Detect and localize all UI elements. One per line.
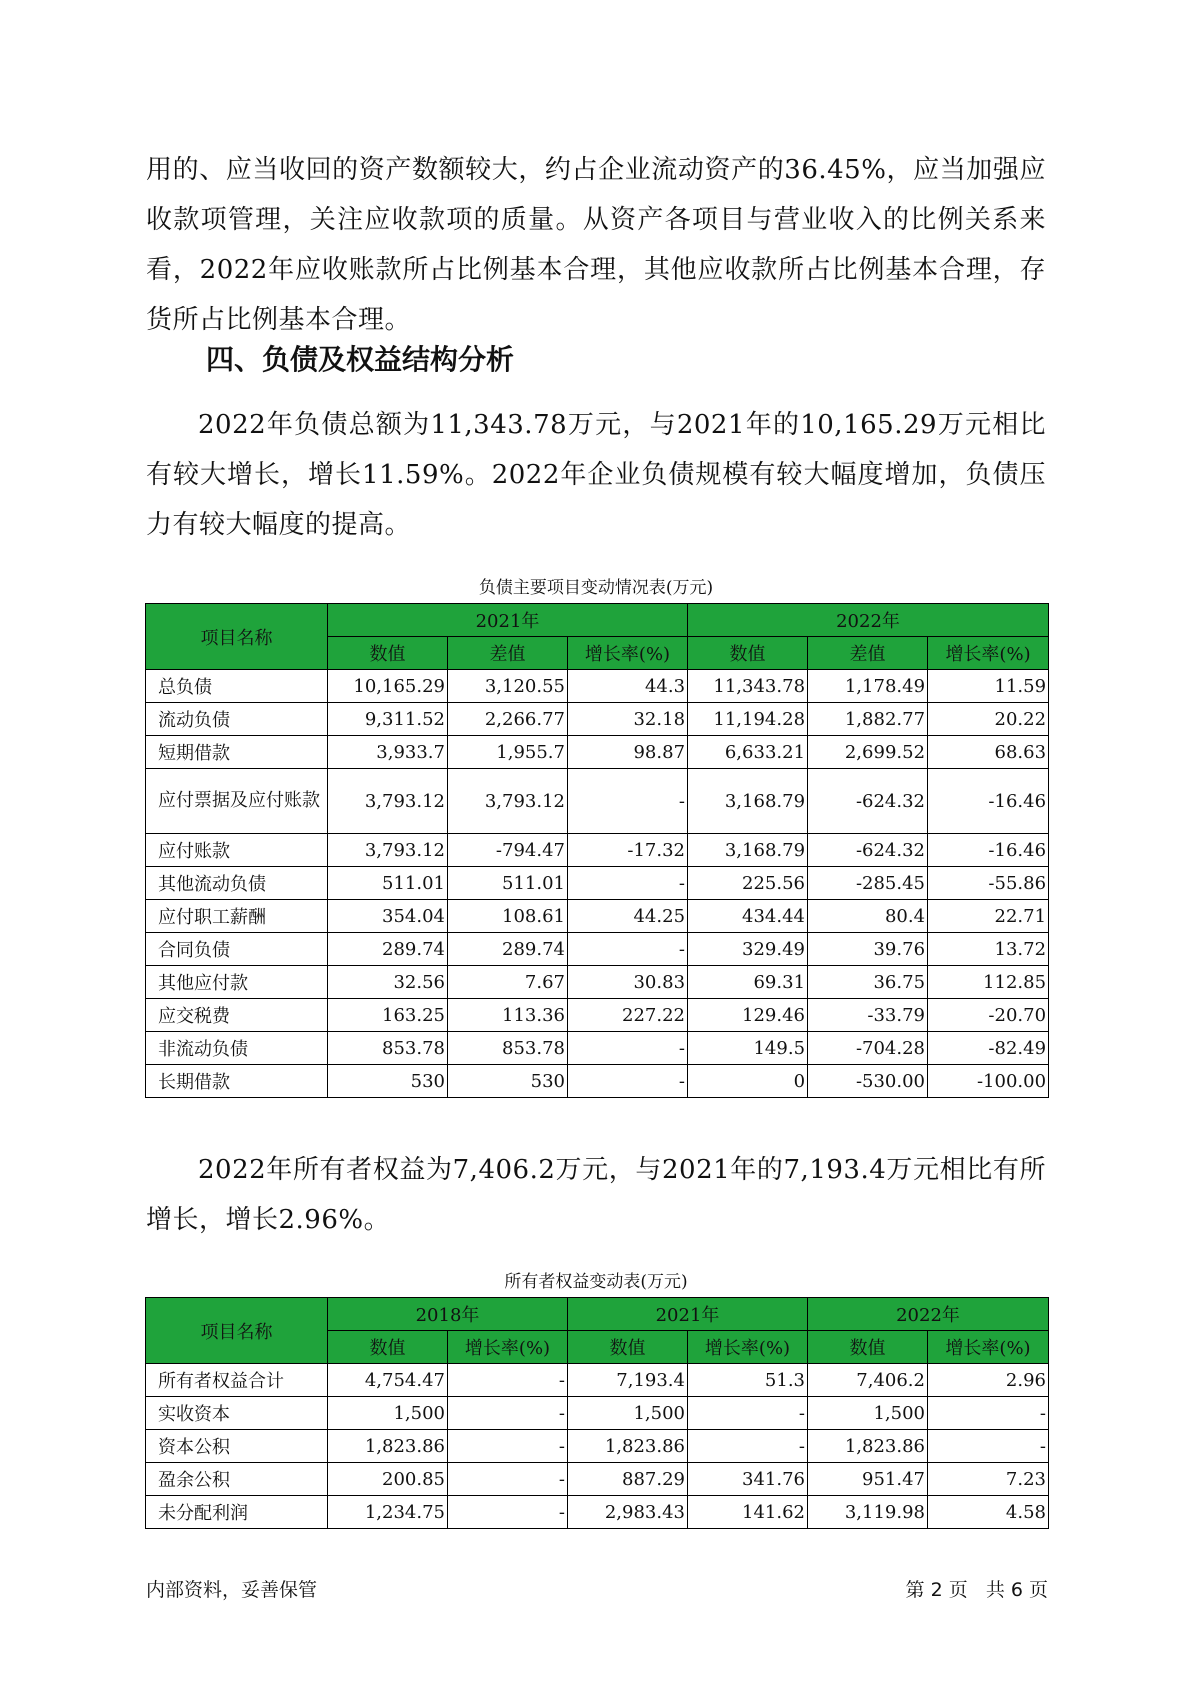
cell: 3,119.98 (808, 1496, 928, 1529)
equity-table-caption: 所有者权益变动表(万元) (504, 1272, 688, 1292)
cell: 30.83 (568, 966, 688, 999)
section-heading: 四、负债及权益结构分析 (206, 343, 515, 376)
table-row (146, 1496, 1049, 1529)
cell: 69.31 (688, 966, 808, 999)
cell: 530 (328, 1065, 448, 1098)
cell: 3,793.12 (328, 834, 448, 867)
cell: 80.4 (808, 900, 928, 933)
liability-table (145, 603, 1049, 1098)
cell: - (568, 769, 688, 834)
cell: -16.46 (928, 834, 1049, 867)
cell: 1,500 (328, 1397, 448, 1430)
cell: 44.3 (568, 670, 688, 703)
row-label: 未分配利润 (146, 1496, 328, 1529)
header-year-2021: 2021年 (568, 1298, 808, 1331)
cell: 227.22 (568, 999, 688, 1032)
table-row (146, 933, 1049, 966)
cell: - (448, 1430, 568, 1463)
cell: 1,823.86 (568, 1430, 688, 1463)
subheader-value: 数值 (328, 1331, 448, 1364)
cell: 3,168.79 (688, 834, 808, 867)
cell: -285.45 (808, 867, 928, 900)
cell: 98.87 (568, 736, 688, 769)
cell: -33.79 (808, 999, 928, 1032)
cell: - (448, 1364, 568, 1397)
header-item-name: 项目名称 (146, 1298, 328, 1364)
cell: -20.70 (928, 999, 1049, 1032)
cell: 44.25 (568, 900, 688, 933)
cell: 2,699.52 (808, 736, 928, 769)
cell: 887.29 (568, 1463, 688, 1496)
row-label: 非流动负债 (146, 1032, 328, 1065)
cell: 36.75 (808, 966, 928, 999)
cell: 39.76 (808, 933, 928, 966)
table-row (146, 867, 1049, 900)
table-row (146, 703, 1049, 736)
row-label: 其他应付款 (146, 966, 328, 999)
cell: - (688, 1397, 808, 1430)
cell: 341.76 (688, 1463, 808, 1496)
table-row (146, 1032, 1049, 1065)
row-label: 实收资本 (146, 1397, 328, 1430)
cell: 434.44 (688, 900, 808, 933)
cell: 1,500 (568, 1397, 688, 1430)
table-row (146, 736, 1049, 769)
table-row (146, 1065, 1049, 1098)
row-label: 短期借款 (146, 736, 328, 769)
cell: 511.01 (328, 867, 448, 900)
cell: 200.85 (328, 1463, 448, 1496)
subheader-growth: 增长率(%) (688, 1331, 808, 1364)
cell: 2,983.43 (568, 1496, 688, 1529)
cell: -704.28 (808, 1032, 928, 1065)
cell: 113.36 (448, 999, 568, 1032)
cell: 0 (688, 1065, 808, 1098)
subheader-diff: 差值 (808, 637, 928, 670)
cell: 11,343.78 (688, 670, 808, 703)
footer-page-number: 第 2 页 共 6 页 (905, 1579, 1048, 1601)
cell: 7.67 (448, 966, 568, 999)
table-row (146, 1397, 1049, 1430)
cell: 3,793.12 (448, 769, 568, 834)
header-year-2018: 2018年 (328, 1298, 568, 1331)
subheader-growth: 增长率(%) (928, 637, 1049, 670)
cell: 13.72 (928, 933, 1049, 966)
header-year-2022: 2022年 (808, 1298, 1049, 1331)
cell: -55.86 (928, 867, 1049, 900)
cell: 289.74 (448, 933, 568, 966)
table-row (146, 834, 1049, 867)
row-label: 长期借款 (146, 1065, 328, 1098)
subheader-diff: 差值 (448, 637, 568, 670)
row-label: 应交税费 (146, 999, 328, 1032)
cell: 163.25 (328, 999, 448, 1032)
cell: - (928, 1397, 1049, 1430)
cell: 108.61 (448, 900, 568, 933)
subheader-value: 数值 (328, 637, 448, 670)
row-label: 盈余公积 (146, 1463, 328, 1496)
cell: -530.00 (808, 1065, 928, 1098)
cell: 3,168.79 (688, 769, 808, 834)
table-row (146, 900, 1049, 933)
header-item-name: 项目名称 (146, 604, 328, 670)
cell: -624.32 (808, 834, 928, 867)
cell: -100.00 (928, 1065, 1049, 1098)
cell: -624.32 (808, 769, 928, 834)
row-label: 其他流动负债 (146, 867, 328, 900)
paragraph-receivables: 用的、应当收回的资产数额较大，约占企业流动资产的36.45%，应当加强应收款项管理，关注应收款项的质量。从资产各项目与营业收入的比例关系来看，2022年应收账款所占比例基本合理，其他应收款所占比例基本合理，存货所占比例基本合理。 (146, 155, 1046, 335)
table-row (146, 769, 1049, 834)
cell: 2,266.77 (448, 703, 568, 736)
cell: 1,955.7 (448, 736, 568, 769)
table-row (146, 1364, 1049, 1397)
row-label: 总负债 (146, 670, 328, 703)
cell: 853.78 (328, 1032, 448, 1065)
cell: - (448, 1496, 568, 1529)
cell: 1,500 (808, 1397, 928, 1430)
cell: - (448, 1397, 568, 1430)
subheader-growth: 增长率(%) (928, 1331, 1049, 1364)
table-row (146, 966, 1049, 999)
row-label: 流动负债 (146, 703, 328, 736)
cell: -16.46 (928, 769, 1049, 834)
table-row (146, 670, 1049, 703)
row-label: 应付票据及应付账款 (146, 769, 328, 834)
cell: - (568, 867, 688, 900)
cell: 11,194.28 (688, 703, 808, 736)
cell: 354.04 (328, 900, 448, 933)
row-label: 资本公积 (146, 1430, 328, 1463)
cell: 129.46 (688, 999, 808, 1032)
cell: 149.5 (688, 1032, 808, 1065)
cell: 853.78 (448, 1032, 568, 1065)
cell: 225.56 (688, 867, 808, 900)
cell: 951.47 (808, 1463, 928, 1496)
footer-confidential-note: 内部资料，妥善保管 (146, 1579, 318, 1601)
cell: -17.32 (568, 834, 688, 867)
subheader-growth: 增长率(%) (448, 1331, 568, 1364)
cell: 141.62 (688, 1496, 808, 1529)
cell: - (928, 1430, 1049, 1463)
cell: 7,406.2 (808, 1364, 928, 1397)
paragraph-liabilities: 2022年负债总额为11,343.78万元，与2021年的10,165.29万元相比有较大增长，增长11.59%。2022年企业负债规模有较大幅度增加，负债压力有较大幅度的提高。 (146, 410, 1046, 540)
row-label: 应付职工薪酬 (146, 900, 328, 933)
cell: 32.18 (568, 703, 688, 736)
cell: 10,165.29 (328, 670, 448, 703)
row-label: 应付账款 (146, 834, 328, 867)
cell: 7,193.4 (568, 1364, 688, 1397)
cell: 289.74 (328, 933, 448, 966)
cell: 3,933.7 (328, 736, 448, 769)
subheader-growth: 增长率(%) (568, 637, 688, 670)
cell: - (568, 1065, 688, 1098)
table-row (146, 1463, 1049, 1496)
liability-table-caption: 负债主要项目变动情况表(万元) (478, 578, 714, 598)
cell: 1,178.49 (808, 670, 928, 703)
cell: - (448, 1463, 568, 1496)
cell: 1,882.77 (808, 703, 928, 736)
cell: - (568, 1032, 688, 1065)
subheader-value: 数值 (688, 637, 808, 670)
cell: -794.47 (448, 834, 568, 867)
cell: - (688, 1430, 808, 1463)
cell: 511.01 (448, 867, 568, 900)
subheader-value: 数值 (568, 1331, 688, 1364)
cell: 7.23 (928, 1463, 1049, 1496)
cell: 1,823.86 (808, 1430, 928, 1463)
cell: 68.63 (928, 736, 1049, 769)
cell: 3,793.12 (328, 769, 448, 834)
equity-table (145, 1297, 1049, 1529)
subheader-value: 数值 (808, 1331, 928, 1364)
cell: 2.96 (928, 1364, 1049, 1397)
cell: - (568, 933, 688, 966)
paragraph-equity: 2022年所有者权益为7,406.2万元，与2021年的7,193.4万元相比有所增长，增长2.96%。 (146, 1155, 1046, 1235)
cell: 1,823.86 (328, 1430, 448, 1463)
header-year-2022: 2022年 (688, 604, 1049, 637)
cell: 530 (448, 1065, 568, 1098)
cell: 4,754.47 (328, 1364, 448, 1397)
cell: 112.85 (928, 966, 1049, 999)
cell: 329.49 (688, 933, 808, 966)
cell: 1,234.75 (328, 1496, 448, 1529)
row-label: 合同负债 (146, 933, 328, 966)
cell: 3,120.55 (448, 670, 568, 703)
cell: 6,633.21 (688, 736, 808, 769)
cell: 9,311.52 (328, 703, 448, 736)
cell: 32.56 (328, 966, 448, 999)
table-row (146, 999, 1049, 1032)
table-row (146, 1430, 1049, 1463)
cell: 22.71 (928, 900, 1049, 933)
cell: 11.59 (928, 670, 1049, 703)
row-label: 所有者权益合计 (146, 1364, 328, 1397)
cell: 4.58 (928, 1496, 1049, 1529)
cell: 51.3 (688, 1364, 808, 1397)
cell: 20.22 (928, 703, 1049, 736)
cell: -82.49 (928, 1032, 1049, 1065)
header-year-2021: 2021年 (328, 604, 688, 637)
